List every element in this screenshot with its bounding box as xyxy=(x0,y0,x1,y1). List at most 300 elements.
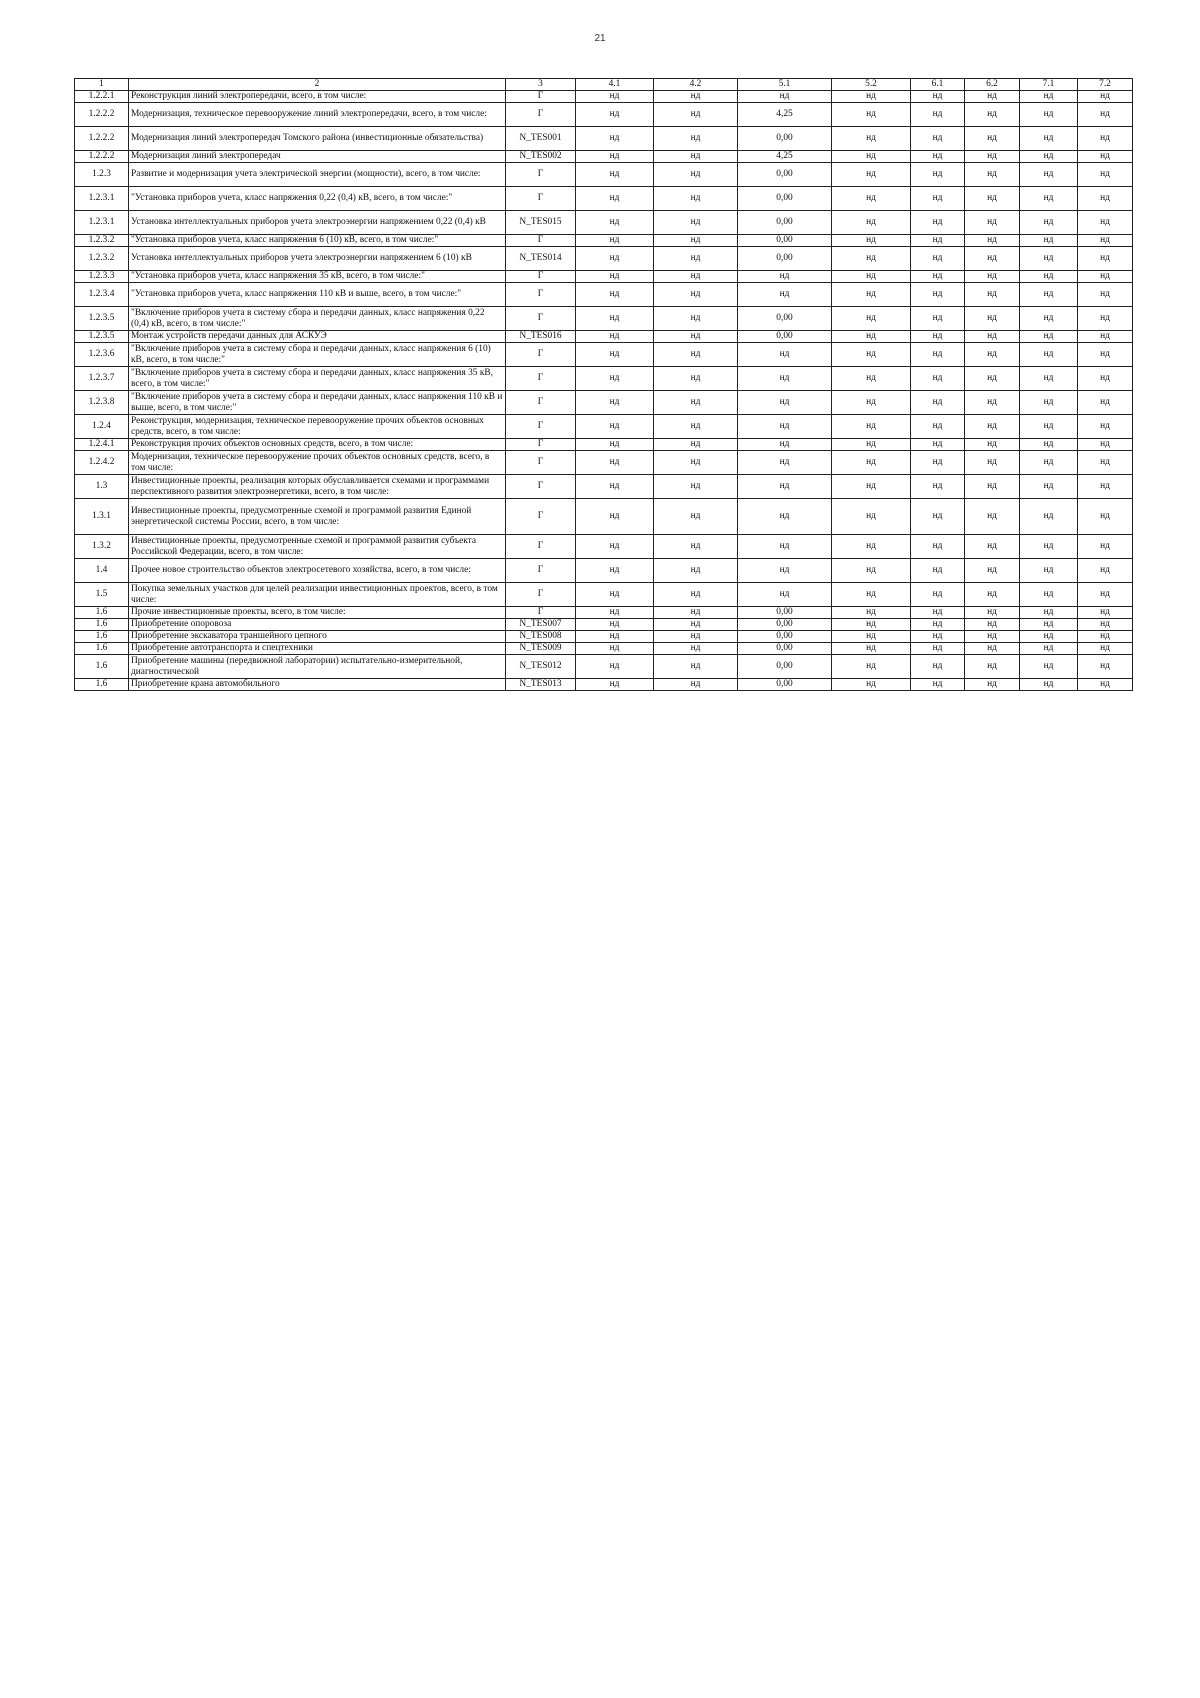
row-value-cell: нд xyxy=(1078,535,1133,559)
row-code-cell: 1.2.3.5 xyxy=(75,307,129,331)
row-value-cell: нд xyxy=(738,439,832,451)
row-value-cell: нд xyxy=(911,631,965,643)
row-value-cell: нд xyxy=(965,271,1020,283)
row-value-cell: нд xyxy=(1078,583,1133,607)
row-value-cell: нд xyxy=(832,103,911,127)
row-id-cell: N_TES016 xyxy=(506,331,576,343)
row-value-cell: нд xyxy=(654,331,738,343)
row-value-cell: нд xyxy=(965,391,1020,415)
row-value-cell: нд xyxy=(965,307,1020,331)
row-value-cell: нд xyxy=(1078,643,1133,655)
row-value-cell: нд xyxy=(832,475,911,499)
row-value-cell: нд xyxy=(1078,235,1133,247)
row-name-cell: Приобретение машины (передвижной лаборатории) испытательно-измерительной, диагностической xyxy=(129,655,506,679)
row-value-cell: нд xyxy=(738,415,832,439)
row-value-cell: 0,00 xyxy=(738,247,832,271)
row-id-cell: Г xyxy=(506,283,576,307)
row-code-cell: 1.2.3.5 xyxy=(75,331,129,343)
row-value-cell: нд xyxy=(654,271,738,283)
row-value-cell: нд xyxy=(654,307,738,331)
row-value-cell: нд xyxy=(1078,415,1133,439)
row-value-cell: нд xyxy=(911,367,965,391)
row-value-cell: нд xyxy=(1020,163,1078,187)
row-name-cell: "Установка приборов учета, класс напряжения 110 кВ и выше, всего, в том числе:" xyxy=(129,283,506,307)
table-row xyxy=(75,91,1133,103)
row-value-cell: нд xyxy=(654,343,738,367)
row-code-cell: 1.2.3.2 xyxy=(75,247,129,271)
row-value-cell: нд xyxy=(576,415,654,439)
row-value-cell: нд xyxy=(1078,283,1133,307)
row-name-cell: Покупка земельных участков для целей реализации инвестиционных проектов, всего, в том числе: xyxy=(129,583,506,607)
row-id-cell: Г xyxy=(506,187,576,211)
row-id-cell: N_TES013 xyxy=(506,679,576,691)
row-value-cell: нд xyxy=(738,391,832,415)
row-id-cell: N_TES007 xyxy=(506,619,576,631)
row-value-cell: нд xyxy=(576,439,654,451)
row-value-cell: 0,00 xyxy=(738,655,832,679)
row-value-cell: нд xyxy=(965,283,1020,307)
row-value-cell: нд xyxy=(576,331,654,343)
row-value-cell: нд xyxy=(1078,271,1133,283)
row-id-cell: Г xyxy=(506,439,576,451)
row-value-cell: нд xyxy=(654,607,738,619)
table-row xyxy=(75,307,1133,331)
row-value-cell: нд xyxy=(654,415,738,439)
row-value-cell: нд xyxy=(654,619,738,631)
row-value-cell: нд xyxy=(738,475,832,499)
table-row xyxy=(75,679,1133,691)
row-value-cell: нд xyxy=(832,307,911,331)
row-value-cell: нд xyxy=(1078,475,1133,499)
row-value-cell: нд xyxy=(965,91,1020,103)
row-value-cell: нд xyxy=(654,391,738,415)
row-value-cell: 0,00 xyxy=(738,619,832,631)
row-value-cell: нд xyxy=(832,583,911,607)
row-value-cell: нд xyxy=(654,187,738,211)
row-value-cell: нд xyxy=(1020,247,1078,271)
row-code-cell: 1.2.3.8 xyxy=(75,391,129,415)
row-id-cell: Г xyxy=(506,307,576,331)
row-value-cell: нд xyxy=(1020,307,1078,331)
row-value-cell: 0,00 xyxy=(738,187,832,211)
table-row xyxy=(75,655,1133,679)
row-id-cell: Г xyxy=(506,535,576,559)
row-value-cell: нд xyxy=(1078,211,1133,235)
row-id-cell: N_TES009 xyxy=(506,643,576,655)
table-row xyxy=(75,631,1133,643)
row-id-cell: Г xyxy=(506,163,576,187)
row-value-cell: нд xyxy=(1020,331,1078,343)
row-name-cell: Модернизация линий электропередач Томского района (инвестиционные обязательства) xyxy=(129,127,506,151)
table-row xyxy=(75,391,1133,415)
row-name-cell: "Включение приборов учета в систему сбора и передачи данных, класс напряжения 35 кВ, всего, в том числе:" xyxy=(129,367,506,391)
row-value-cell: нд xyxy=(965,247,1020,271)
row-value-cell: 0,00 xyxy=(738,235,832,247)
row-value-cell: нд xyxy=(738,535,832,559)
row-name-cell: Установка интеллектуальных приборов учета электроэнергии напряжением 6 (10) кВ xyxy=(129,247,506,271)
table-row xyxy=(75,163,1133,187)
row-value-cell: нд xyxy=(576,619,654,631)
row-name-cell: "Включение приборов учета в систему сбора и передачи данных, класс напряжения 0,22 (0,4) кВ, всего, в том числе:" xyxy=(129,307,506,331)
row-name-cell: Инвестиционные проекты, предусмотренные схемой и программой развития Единой энергетической системы России, всего, в том числе: xyxy=(129,499,506,535)
row-value-cell: нд xyxy=(654,451,738,475)
row-value-cell: нд xyxy=(832,391,911,415)
row-name-cell: Реконструкция, модернизация, техническое перевооружение прочих объектов основных средств, всего, в том числе: xyxy=(129,415,506,439)
page-number: 21 xyxy=(594,33,606,44)
row-value-cell: нд xyxy=(911,583,965,607)
row-value-cell: нд xyxy=(1078,607,1133,619)
row-value-cell: нд xyxy=(832,163,911,187)
table-row xyxy=(75,439,1133,451)
row-value-cell: нд xyxy=(738,559,832,583)
row-value-cell: нд xyxy=(738,499,832,535)
row-value-cell: нд xyxy=(1020,607,1078,619)
row-value-cell: нд xyxy=(911,451,965,475)
row-value-cell: нд xyxy=(911,235,965,247)
row-code-cell: 1.4 xyxy=(75,559,129,583)
row-code-cell: 1.2.3.3 xyxy=(75,271,129,283)
row-value-cell: нд xyxy=(965,127,1020,151)
row-id-cell: Г xyxy=(506,343,576,367)
row-value-cell: нд xyxy=(965,367,1020,391)
row-value-cell: нд xyxy=(965,235,1020,247)
row-value-cell: нд xyxy=(1078,151,1133,163)
row-name-cell: Монтаж устройств передачи данных для АСКУЭ xyxy=(129,331,506,343)
table-row xyxy=(75,415,1133,439)
row-value-cell: нд xyxy=(911,535,965,559)
row-value-cell: нд xyxy=(832,607,911,619)
row-value-cell: нд xyxy=(654,247,738,271)
row-value-cell: нд xyxy=(576,187,654,211)
row-value-cell: нд xyxy=(1020,187,1078,211)
row-value-cell: нд xyxy=(738,283,832,307)
row-value-cell: нд xyxy=(965,619,1020,631)
column-header: 6.1 xyxy=(911,79,965,91)
row-name-cell: Прочие инвестиционные проекты, всего, в том числе: xyxy=(129,607,506,619)
row-value-cell: 0,00 xyxy=(738,631,832,643)
row-value-cell: нд xyxy=(576,679,654,691)
column-header: 4.2 xyxy=(654,79,738,91)
row-value-cell: нд xyxy=(832,187,911,211)
row-value-cell: нд xyxy=(654,499,738,535)
row-value-cell: нд xyxy=(1020,343,1078,367)
row-value-cell: нд xyxy=(832,211,911,235)
column-header: 5.2 xyxy=(832,79,911,91)
row-value-cell: нд xyxy=(1020,679,1078,691)
row-value-cell: нд xyxy=(1020,643,1078,655)
row-value-cell: 0,00 xyxy=(738,331,832,343)
row-code-cell: 1.6 xyxy=(75,607,129,619)
row-value-cell: нд xyxy=(832,679,911,691)
row-value-cell: нд xyxy=(654,91,738,103)
row-value-cell: нд xyxy=(738,91,832,103)
row-name-cell: Модернизация линий электропередач xyxy=(129,151,506,163)
row-value-cell: нд xyxy=(1078,103,1133,127)
row-id-cell: Г xyxy=(506,499,576,535)
row-value-cell: нд xyxy=(832,247,911,271)
row-value-cell: нд xyxy=(1020,235,1078,247)
table-row xyxy=(75,619,1133,631)
row-value-cell: нд xyxy=(1078,559,1133,583)
row-value-cell: нд xyxy=(576,391,654,415)
row-value-cell: нд xyxy=(911,163,965,187)
row-value-cell: нд xyxy=(576,151,654,163)
row-id-cell: N_TES008 xyxy=(506,631,576,643)
row-value-cell: 0,00 xyxy=(738,607,832,619)
row-value-cell: нд xyxy=(1078,619,1133,631)
row-value-cell: нд xyxy=(1020,127,1078,151)
row-value-cell: нд xyxy=(1020,391,1078,415)
row-value-cell: нд xyxy=(832,451,911,475)
row-id-cell: Г xyxy=(506,475,576,499)
row-id-cell: N_TES001 xyxy=(506,127,576,151)
row-value-cell: нд xyxy=(965,415,1020,439)
row-value-cell: нд xyxy=(1078,679,1133,691)
row-value-cell: нд xyxy=(576,343,654,367)
table-row xyxy=(75,583,1133,607)
row-value-cell: нд xyxy=(738,343,832,367)
row-value-cell: нд xyxy=(965,211,1020,235)
table-row xyxy=(75,343,1133,367)
row-value-cell: нд xyxy=(832,331,911,343)
row-id-cell: Г xyxy=(506,103,576,127)
column-header: 6.2 xyxy=(965,79,1020,91)
row-value-cell: нд xyxy=(1020,151,1078,163)
row-name-cell: Приобретение экскаватора траншейного цепного xyxy=(129,631,506,643)
header-row xyxy=(75,79,1133,91)
row-value-cell: нд xyxy=(832,643,911,655)
row-code-cell: 1.2.2.2 xyxy=(75,103,129,127)
row-name-cell: Реконструкция прочих объектов основных средств, всего, в том числе: xyxy=(129,439,506,451)
table-row xyxy=(75,643,1133,655)
row-code-cell: 1.2.2.1 xyxy=(75,91,129,103)
row-value-cell: нд xyxy=(965,439,1020,451)
row-value-cell: нд xyxy=(654,631,738,643)
row-value-cell: нд xyxy=(911,127,965,151)
row-value-cell: нд xyxy=(738,451,832,475)
row-code-cell: 1.2.3.4 xyxy=(75,283,129,307)
row-name-cell: Прочее новое строительство объектов электросетевого хозяйства, всего, в том числе: xyxy=(129,559,506,583)
row-value-cell: нд xyxy=(911,151,965,163)
row-id-cell: Г xyxy=(506,367,576,391)
row-code-cell: 1.2.3 xyxy=(75,163,129,187)
row-value-cell: нд xyxy=(576,307,654,331)
row-value-cell: нд xyxy=(1020,631,1078,643)
row-value-cell: нд xyxy=(965,655,1020,679)
row-name-cell: Модернизация, техническое перевооружение линий электропередачи, всего, в том числе: xyxy=(129,103,506,127)
row-code-cell: 1.3 xyxy=(75,475,129,499)
row-value-cell: нд xyxy=(832,283,911,307)
column-header: 7.2 xyxy=(1078,79,1133,91)
table-row xyxy=(75,475,1133,499)
row-code-cell: 1.2.2.2 xyxy=(75,127,129,151)
row-value-cell: нд xyxy=(654,283,738,307)
row-name-cell: "Включение приборов учета в систему сбора и передачи данных, класс напряжения 110 кВ и выше, всего, в том числе:" xyxy=(129,391,506,415)
row-value-cell: нд xyxy=(911,439,965,451)
row-value-cell: 0,00 xyxy=(738,163,832,187)
row-name-cell: Приобретение опоровоза xyxy=(129,619,506,631)
row-value-cell: нд xyxy=(965,187,1020,211)
row-value-cell: 4,25 xyxy=(738,151,832,163)
row-value-cell: нд xyxy=(911,655,965,679)
row-value-cell: нд xyxy=(832,151,911,163)
row-value-cell: 0,00 xyxy=(738,211,832,235)
row-value-cell: нд xyxy=(911,343,965,367)
row-value-cell: 4,25 xyxy=(738,103,832,127)
row-value-cell: нд xyxy=(576,643,654,655)
table-row xyxy=(75,187,1133,211)
row-id-cell: Г xyxy=(506,607,576,619)
row-value-cell: нд xyxy=(576,235,654,247)
row-value-cell: нд xyxy=(911,283,965,307)
row-value-cell: нд xyxy=(576,655,654,679)
row-value-cell: нд xyxy=(1078,91,1133,103)
table-row xyxy=(75,451,1133,475)
row-value-cell: нд xyxy=(654,439,738,451)
row-value-cell: нд xyxy=(576,283,654,307)
row-value-cell: нд xyxy=(1020,283,1078,307)
row-value-cell: нд xyxy=(1020,415,1078,439)
table-body xyxy=(75,91,1133,691)
table-row xyxy=(75,271,1133,283)
row-code-cell: 1.2.4 xyxy=(75,415,129,439)
table-row xyxy=(75,211,1133,235)
row-value-cell: нд xyxy=(576,607,654,619)
row-value-cell: нд xyxy=(832,343,911,367)
row-value-cell: нд xyxy=(911,391,965,415)
row-name-cell: "Включение приборов учета в систему сбора и передачи данных, класс напряжения 6 (10) кВ, всего, в том числе:" xyxy=(129,343,506,367)
row-value-cell: нд xyxy=(1020,211,1078,235)
column-header: 1 xyxy=(75,79,129,91)
row-value-cell: нд xyxy=(576,163,654,187)
row-value-cell: нд xyxy=(654,475,738,499)
row-value-cell: нд xyxy=(911,91,965,103)
table-row xyxy=(75,535,1133,559)
row-id-cell: N_TES012 xyxy=(506,655,576,679)
row-value-cell: нд xyxy=(911,187,965,211)
row-value-cell: нд xyxy=(1020,451,1078,475)
row-value-cell: нд xyxy=(1020,559,1078,583)
row-value-cell: 0,00 xyxy=(738,127,832,151)
row-value-cell: нд xyxy=(911,247,965,271)
table-row xyxy=(75,559,1133,583)
row-value-cell: нд xyxy=(832,655,911,679)
column-header: 3 xyxy=(506,79,576,91)
row-value-cell: нд xyxy=(576,559,654,583)
row-value-cell: нд xyxy=(1078,655,1133,679)
row-value-cell: нд xyxy=(576,475,654,499)
table-row xyxy=(75,127,1133,151)
row-value-cell: нд xyxy=(654,211,738,235)
row-value-cell: нд xyxy=(911,475,965,499)
row-value-cell: нд xyxy=(965,583,1020,607)
row-code-cell: 1.2.3.1 xyxy=(75,211,129,235)
row-code-cell: 1.6 xyxy=(75,619,129,631)
row-value-cell: нд xyxy=(911,679,965,691)
row-value-cell: нд xyxy=(911,607,965,619)
row-value-cell: нд xyxy=(832,559,911,583)
row-value-cell: нд xyxy=(576,211,654,235)
row-value-cell: нд xyxy=(576,583,654,607)
row-value-cell: нд xyxy=(1020,439,1078,451)
row-code-cell: 1.3.1 xyxy=(75,499,129,535)
table-row xyxy=(75,235,1133,247)
row-value-cell: нд xyxy=(576,247,654,271)
row-value-cell: нд xyxy=(832,271,911,283)
investment-table xyxy=(74,78,1133,691)
column-header: 7.1 xyxy=(1020,79,1078,91)
row-value-cell: нд xyxy=(832,91,911,103)
row-value-cell: нд xyxy=(832,367,911,391)
row-value-cell: нд xyxy=(1078,439,1133,451)
row-value-cell: нд xyxy=(965,631,1020,643)
row-value-cell: нд xyxy=(911,559,965,583)
row-value-cell: нд xyxy=(1020,535,1078,559)
row-value-cell: нд xyxy=(1078,343,1133,367)
column-header: 2 xyxy=(129,79,506,91)
row-id-cell: Г xyxy=(506,451,576,475)
row-value-cell: нд xyxy=(965,451,1020,475)
table-row xyxy=(75,103,1133,127)
row-value-cell: нд xyxy=(965,331,1020,343)
row-value-cell: нд xyxy=(1078,391,1133,415)
row-value-cell: нд xyxy=(832,235,911,247)
row-value-cell: нд xyxy=(654,367,738,391)
column-header: 5.1 xyxy=(738,79,832,91)
row-code-cell: 1.2.3.7 xyxy=(75,367,129,391)
row-value-cell: нд xyxy=(1020,655,1078,679)
row-value-cell: нд xyxy=(654,679,738,691)
row-name-cell: "Установка приборов учета, класс напряжения 6 (10) кВ, всего, в том числе:" xyxy=(129,235,506,247)
row-value-cell: нд xyxy=(911,103,965,127)
row-value-cell: нд xyxy=(1078,451,1133,475)
row-name-cell: Инвестиционные проекты, реализация которых обуславливается схемами и программами перспективного развития электроэнергетики, всего, в том числе: xyxy=(129,475,506,499)
row-value-cell: нд xyxy=(965,475,1020,499)
row-value-cell: нд xyxy=(654,163,738,187)
row-value-cell: нд xyxy=(832,631,911,643)
row-value-cell: нд xyxy=(576,367,654,391)
row-value-cell: нд xyxy=(1078,331,1133,343)
row-value-cell: 0,00 xyxy=(738,679,832,691)
row-code-cell: 1.2.4.1 xyxy=(75,439,129,451)
row-value-cell: нд xyxy=(654,151,738,163)
row-value-cell: нд xyxy=(965,343,1020,367)
row-value-cell: нд xyxy=(911,643,965,655)
row-value-cell: нд xyxy=(1078,127,1133,151)
row-code-cell: 1.6 xyxy=(75,679,129,691)
row-id-cell: Г xyxy=(506,391,576,415)
row-id-cell: Г xyxy=(506,271,576,283)
row-id-cell: Г xyxy=(506,559,576,583)
row-value-cell: нд xyxy=(1078,307,1133,331)
row-name-cell: Установка интеллектуальных приборов учета электроэнергии напряжением 0,22 (0,4) кВ xyxy=(129,211,506,235)
row-code-cell: 1.6 xyxy=(75,655,129,679)
row-value-cell: нд xyxy=(654,235,738,247)
row-code-cell: 1.2.3.6 xyxy=(75,343,129,367)
row-id-cell: Г xyxy=(506,235,576,247)
row-value-cell: нд xyxy=(1020,367,1078,391)
row-value-cell: нд xyxy=(1020,271,1078,283)
row-id-cell: Г xyxy=(506,583,576,607)
row-value-cell: нд xyxy=(654,583,738,607)
row-name-cell: Модернизация, техническое перевооружение прочих объектов основных средств, всего, в том числе: xyxy=(129,451,506,475)
table-row xyxy=(75,367,1133,391)
row-value-cell: нд xyxy=(576,499,654,535)
row-value-cell: 0,00 xyxy=(738,307,832,331)
table-row xyxy=(75,247,1133,271)
row-value-cell: нд xyxy=(1020,103,1078,127)
row-value-cell: нд xyxy=(1078,187,1133,211)
